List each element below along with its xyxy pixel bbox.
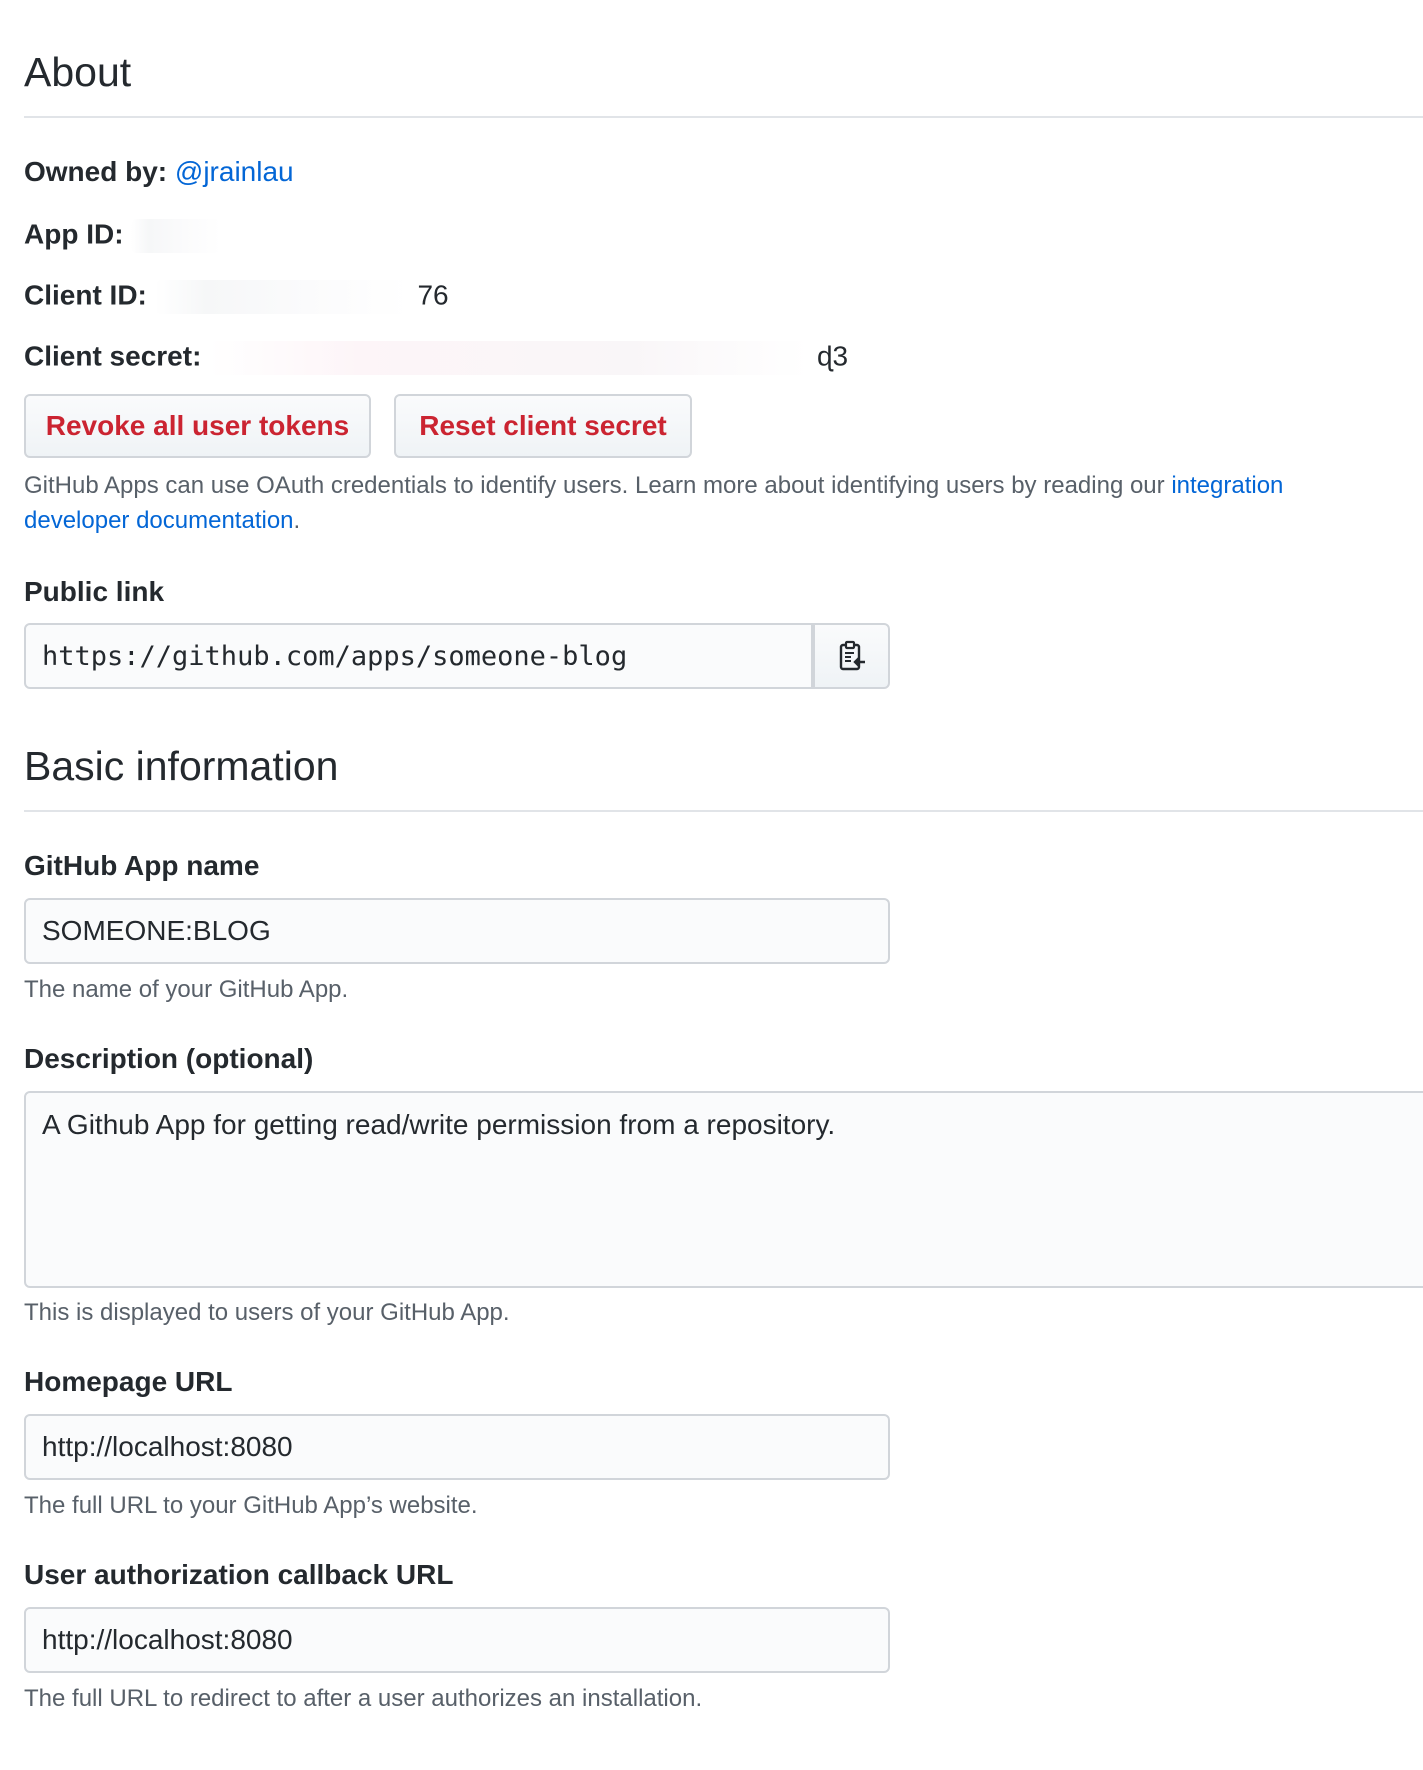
revoke-tokens-button[interactable]: Revoke all user tokens <box>24 394 371 458</box>
integration-docs-link[interactable]: integration developer documentation <box>24 472 1284 534</box>
about-heading: About <box>24 49 132 95</box>
app-name-label: GitHub App name <box>24 850 260 881</box>
public-link-value: https://github.com/apps/someone-blog <box>42 640 628 672</box>
basic-info-heading: Basic information <box>24 743 339 789</box>
owned-by-label: Owned by: <box>24 156 168 187</box>
oauth-note-end: . <box>293 507 301 534</box>
app-name-input[interactable] <box>24 898 890 964</box>
description-note: This is displayed to users of your GitHub App. <box>24 1299 510 1326</box>
callback-value: http://localhost:8080 <box>42 1624 293 1655</box>
client-id-redacted <box>155 280 410 314</box>
basic-info-divider <box>24 810 1423 812</box>
description-value: A Github App for getting read/write permission from a repository. <box>42 1109 836 1140</box>
about-divider <box>24 116 1423 118</box>
copy-link-button[interactable] <box>813 623 890 689</box>
homepage-note: The full URL to your GitHub App’s website. <box>24 1492 478 1519</box>
homepage-input[interactable] <box>24 1414 890 1480</box>
callback-input[interactable] <box>24 1607 890 1673</box>
homepage-value: http://localhost:8080 <box>42 1431 293 1462</box>
description-textarea[interactable] <box>24 1091 1423 1288</box>
app-name-value: SOMEONE:BLOG <box>42 915 271 946</box>
client-id-value: 76 <box>417 279 449 311</box>
client-id-row <box>24 280 449 314</box>
homepage-label: Homepage URL <box>24 1366 233 1397</box>
description-label: Description (optional) <box>24 1043 314 1074</box>
app-id-row <box>24 219 221 253</box>
callback-label: User authorization callback URL <box>24 1559 454 1590</box>
clipboard-icon <box>837 640 867 672</box>
client-secret-label: Client secret: <box>24 340 202 372</box>
client-id-label: Client ID: <box>24 279 147 311</box>
client-secret-value: ɖ3 <box>816 340 849 372</box>
client-secret-redacted <box>209 341 809 375</box>
public-link-field[interactable] <box>24 623 813 689</box>
client-secret-row <box>24 341 848 375</box>
public-link-label: Public link <box>24 576 165 607</box>
callback-note: The full URL to redirect to after a user authorizes an installation. <box>24 1685 703 1712</box>
app-id-label: App ID: <box>24 218 124 250</box>
owned-by-row <box>24 158 294 186</box>
owner-link[interactable]: @jrainlau <box>174 156 294 187</box>
oauth-note <box>24 468 1384 538</box>
app-name-note: The name of your GitHub App. <box>24 976 349 1003</box>
oauth-note-text: GitHub Apps can use OAuth credentials to identify users. Learn more about identifying users by reading our <box>24 472 1172 499</box>
app-id-redacted <box>131 219 221 253</box>
reset-secret-button[interactable]: Reset client secret <box>394 394 692 458</box>
